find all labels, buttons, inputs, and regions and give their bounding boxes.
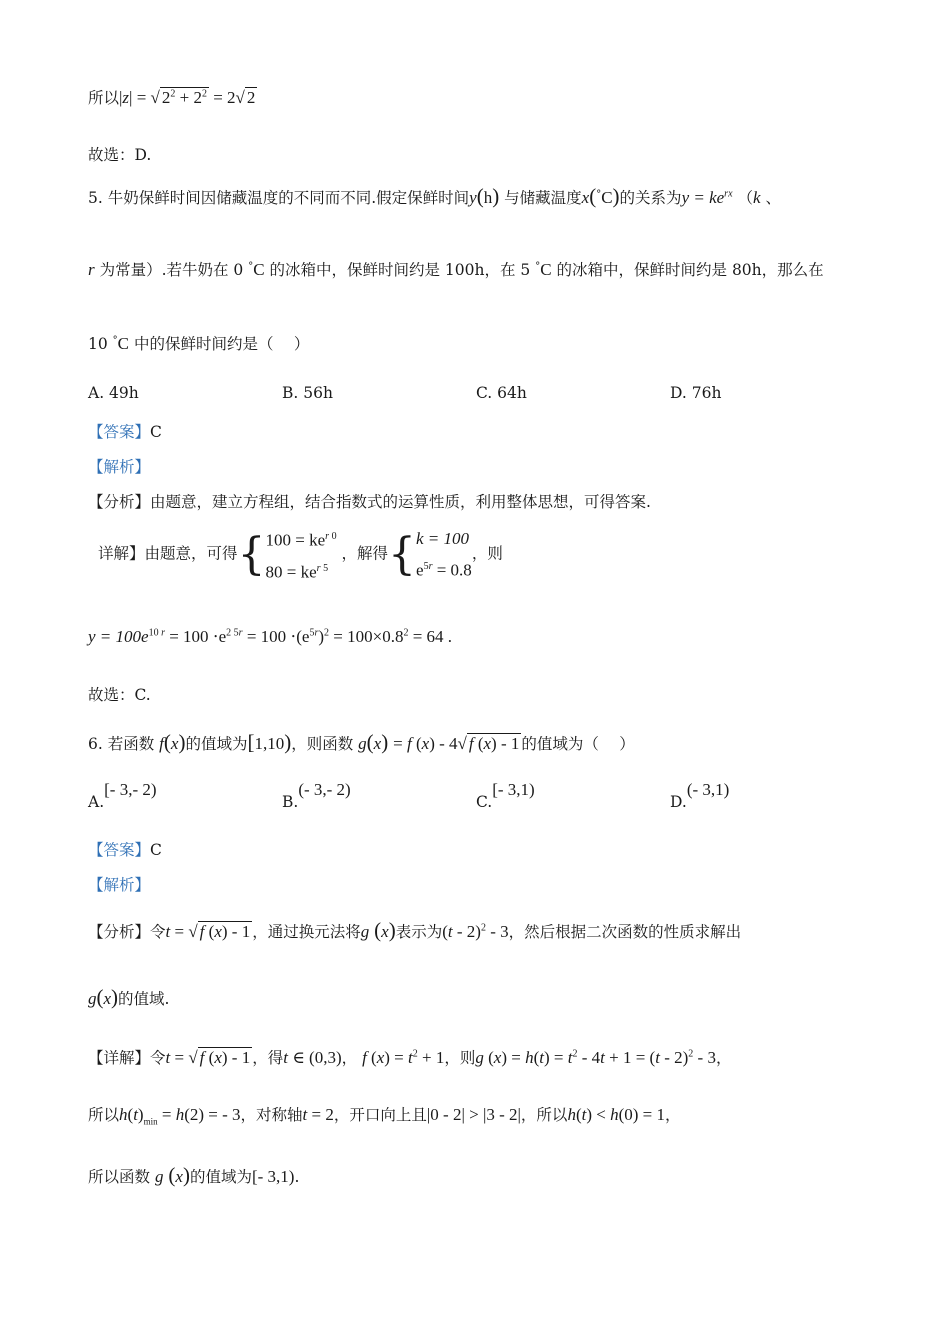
q6-detail-line-2: 所以$h(t)_{min} = h(2)$ = - 3，对称轴t = 2，开口向上且|0 - 2| > |3 - 2|，所以h(t) < h(0) = 1，: [88, 1105, 681, 1127]
q5-line-3: 10 °C 中的保鲜时间约是（ ）: [88, 334, 310, 353]
answer-choice-d: 故选：D.: [88, 146, 152, 164]
q6-stem: 6. 若函数 f(x)的值域为[1,10)，则函数 g(x) = f (x) - 4√ f (x) - 1 的值域为（ ）: [88, 730, 635, 754]
q6-analysis-line-1: 【分析】令t = √ f (x) - 1 ，通过换元法将g (x)表示为(t - 2)$^2$ - 3，然后根据二次函数的性质求解出: [88, 918, 742, 942]
q5-analysis-heading: 【解析】: [88, 458, 151, 476]
answer-choice-c: 故选：C.: [88, 686, 151, 704]
q6-detail-line-3: 所以函数 g (x)的值域为[- 3,1).: [88, 1163, 300, 1187]
q5-line-1: 5. 牛奶保鲜时间因储藏温度的不同而不同.假定保鲜时间y(h) 与储藏温度x(°C)的关系为$y = ke^{rx}$ （k 、: [88, 184, 781, 208]
q6-analysis-heading: 【解析】: [88, 876, 151, 894]
q5-analysis: 【分析】由题意，建立方程组，结合指数式的运算性质，利用整体思想，可得答案.: [88, 493, 651, 511]
q6-detail-line-1: 【详解】令t = √ f (x) - 1 ，得t ∈ (0,3)， f $(x) = t^2 + 1$，则g $(x) = h(t) = t^2 - 4t + 1 = (t - 2)^2 - 3$，: [88, 1048, 732, 1067]
q5-calculation: $y = 100e^{10 r} = 100 \cdot e^{2 5r} = 100 \cdot(e^{5r})^2 = 100\times 0.8^2 = 64$ .: [88, 627, 453, 646]
line-modulus: 所以|z| = √ $2^2 + 2^2 = 2√$ 2: [88, 88, 256, 107]
q6-answer: 【答案】C: [88, 841, 162, 859]
modulus-formula: |z| = √ $2^2 + 2^2 = 2√$ 2: [119, 88, 256, 107]
q6-analysis-line-2: g(x)的值域.: [88, 985, 170, 1009]
q5-option-c: C. 64h: [476, 384, 527, 402]
q5-option-b: B. 56h: [282, 384, 333, 402]
q6-option-c: C.[- 3,1): [476, 780, 535, 811]
q5-option-d: D. 76h: [670, 384, 722, 402]
q5-detail: 详解】由题意，可得{$100 = ke^{r 0}$ $80 = ke^{r 5}$ ，解得{k = 100 $e^{5r} = 0.8$，则: [98, 528, 503, 582]
q5-line-2: r 为常量）.若牛奶在 0 °C 的冰箱中，保鲜时间约是 100h，在 5 °C 的冰箱中，保鲜时间约是 80h，那么在: [88, 260, 824, 279]
q6-option-b: B.(- 3,- 2): [282, 780, 351, 811]
q5-answer: 【答案】C: [88, 423, 162, 441]
q6-option-a: A.[- 3,- 2): [88, 780, 157, 811]
q5-option-a: A. 49h: [88, 384, 139, 402]
q6-option-d: D.(- 3,1): [670, 780, 730, 811]
